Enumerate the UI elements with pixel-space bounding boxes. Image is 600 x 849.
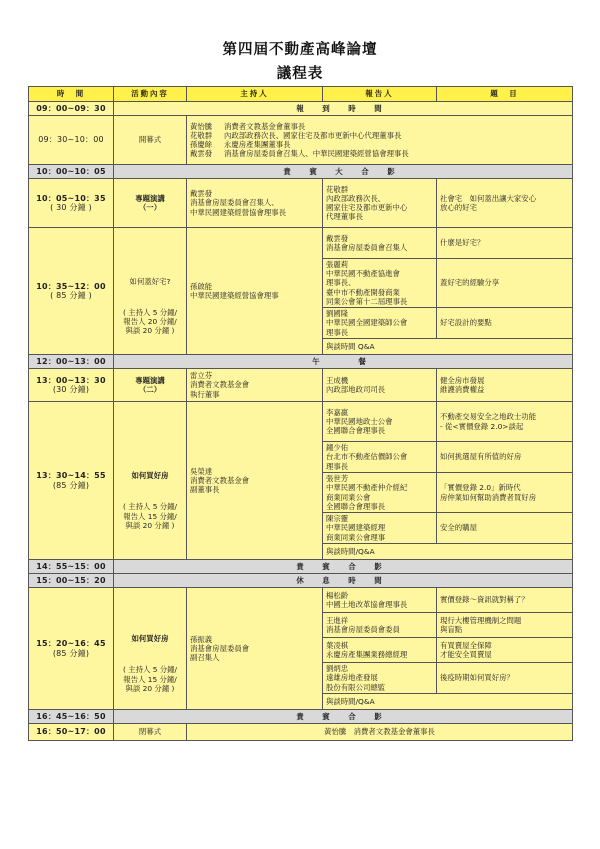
qa-cell: 與談時間/Q&A — [323, 694, 573, 710]
table-row-group-photo — [29, 165, 573, 179]
topic-cell: 有買賣屋全保障 才能安全買賣屋 — [437, 638, 573, 663]
time-cell: 15：20~16：45 (85 分鐘) — [29, 588, 114, 710]
table-row-session-3 — [29, 588, 573, 613]
host-cell: 戴雲發 消基會房屋委員會召集人、 中華民國建築經營協會理事長 — [187, 179, 323, 228]
photo-label: 貴 賓 大 合 影 — [114, 165, 573, 179]
document-title: 第四屆不動產高峰論壇 — [222, 42, 378, 58]
document-subtitle: 議程表 — [276, 66, 324, 82]
host-line: 戴雲發 消基會房屋委員會召集人、中華民國建築經營協會理事長 — [190, 149, 409, 159]
host-line: 孫慶餘 永慶房產集團董事長 — [190, 140, 291, 149]
activity-cell: 如何買好房 ( 主持人 5 分鐘/ 報告人 15 分鐘/ 與談 20 分鐘 ) — [114, 588, 187, 710]
table-row-lunch — [29, 355, 573, 369]
table-row-opening — [29, 116, 573, 165]
photo-label: 貴 賓 合 影 — [114, 560, 573, 574]
time-cell: 16：50~17：00 — [29, 724, 114, 741]
opening-hosts-cell — [187, 116, 573, 165]
time-cell: 10：00~10：05 — [29, 165, 114, 179]
activity-cell: 如何蓋好宅? ( 主持人 5 分鐘/ 報告人 20 分鐘/ 與談 20 分鐘 ) — [114, 228, 187, 355]
table-row-group-photo — [29, 710, 573, 724]
time-cell: 15：00~15：20 — [29, 574, 114, 588]
header-time: 時 間 — [29, 87, 114, 102]
speaker-cell: 李嘉嬴 中華民國地政士公會 全國聯合會理事長 — [323, 402, 437, 442]
registration-label: 報 到 時 間 — [114, 102, 573, 116]
speaker-cell: 劉國隆 中華民國全國建築師公會 理事長 — [323, 308, 437, 339]
table-row-keynote-1 — [29, 179, 573, 228]
agenda-table — [28, 86, 573, 741]
table-row-registration — [29, 102, 573, 116]
time-cell: 12：00~13：00 — [29, 355, 114, 369]
activity-cell: 閉幕式 — [114, 724, 187, 741]
time-cell: 14：55~15：00 — [29, 560, 114, 574]
topic-cell: 不動產交易安全之地政士功能 - 從<實價登錄 2.0>談起 — [437, 402, 573, 442]
header-speaker: 報告人 — [323, 87, 437, 102]
host-cell: 雷立芬 消費者文教基金會 執行董事 — [187, 369, 323, 402]
speaker-cell: 鐘少佑 台北市不動產估價師公會 理事長 — [323, 442, 437, 473]
host-cell: 孫啟能 中華民國建築經營協會理事 — [187, 228, 323, 355]
header-topic: 題 目 — [437, 87, 573, 102]
table-header-row — [29, 87, 573, 102]
speaker-cell: 陳宗靈 中華民國建築經理 商業同業公會理事 — [323, 513, 437, 544]
speaker-cell: 王成機 內政部地政司司長 — [323, 369, 437, 402]
speaker-cell: 葉凌棋 永慶房產集團業務總經理 — [323, 638, 437, 663]
host-line: 花敬群 內政部政務次長、國家住宅及都市更新中心代理董事長 — [190, 130, 402, 140]
topic-cell: 安全的購屋 — [437, 513, 573, 544]
header-activity: 活動內容 — [114, 87, 187, 102]
topic-cell: 蓋好宅的經驗分享 — [437, 259, 573, 308]
time-cell: 10：35~12：00 ( 85 分鐘 ) — [29, 228, 114, 355]
time-cell: 13：30~14：55 (85 分鐘) — [29, 402, 114, 560]
table-row-group-photo — [29, 560, 573, 574]
time-cell: 09：30~10：00 — [29, 116, 114, 165]
activity-cell: 如何買好房 ( 主持人 5 分鐘/ 報告人 15 分鐘/ 與談 20 分鐘 ) — [114, 402, 187, 560]
table-row-session-2 — [29, 402, 573, 442]
activity-cell: 開幕式 — [114, 116, 187, 165]
speaker-cell: 戴雲發 消基會房屋委員會召集人 — [323, 228, 437, 259]
lunch-label: 午 餐 — [114, 355, 573, 369]
speaker-cell: 劉炳忠 遠雄房地產發展 股份有限公司總監 — [323, 663, 437, 694]
speaker-cell: 楊松齡 中國土地改革協會理事長 — [323, 588, 437, 613]
activity-cell: 專題演講 （一） — [114, 179, 187, 228]
topic-cell: 社會宅 如何蓋出讓大家安心 放心的好宅 — [437, 179, 573, 228]
table-row-closing — [29, 724, 573, 741]
topic-cell: 健全房市發展 維護消費權益 — [437, 369, 573, 402]
table-row-break — [29, 574, 573, 588]
closing-host-cell: 黃怡騰 消費者文教基金會董事長 — [187, 724, 573, 741]
topic-cell: 後疫時期如何買好房？ — [437, 663, 573, 694]
time-cell: 13：00~13：30 (30 分鐘) — [29, 369, 114, 402]
topic-cell: 如何挑選屋有所值的好房 — [437, 442, 573, 473]
time-cell: 09：00~09：30 — [29, 102, 114, 116]
topic-cell: 實價登錄～資訊就對稱了？ — [437, 588, 573, 613]
speaker-cell: 張世芳 中華民國不動產仲介經紀 商業同業公會 全國聯合會理事長 — [323, 473, 437, 513]
speaker-cell: 張麗莉 中華民國不動產協進會 理事長、 臺中市不動產開發商業 同業公會第十二屆理事長 — [323, 259, 437, 308]
header-host: 主持人 — [187, 87, 323, 102]
speaker-cell: 花敬群 內政部政務次長、 國家住宅及都市更新中心 代理董事長 — [323, 179, 437, 228]
host-cell: 吳榮達 消費者文教基金會 副董事長 — [187, 402, 323, 560]
activity-cell: 專題演講 （二） — [114, 369, 187, 402]
photo-label: 貴 賓 合 影 — [114, 710, 573, 724]
table-row-session-1 — [29, 228, 573, 259]
host-line: 黃怡騰 消費者文教基金會董事長 — [190, 121, 306, 131]
time-cell: 10：05~10：35 ( 30 分鐘 ) — [29, 179, 114, 228]
time-cell: 16：45~16：50 — [29, 710, 114, 724]
topic-cell: 「實價登錄 2.0」新時代 房仲業如何幫助消費者買好房 — [437, 473, 573, 513]
host-cell: 孫振義 消基會房屋委員會 副召集人 — [187, 588, 323, 710]
topic-cell: 現行大樓管理機制之問題 與盲點 — [437, 613, 573, 638]
table-row-keynote-2 — [29, 369, 573, 402]
qa-cell: 與談時間/Q&A — [323, 544, 573, 560]
qa-cell: 與談時間 Q&A — [323, 339, 573, 355]
topic-cell: 好宅設計的要點 — [437, 308, 573, 339]
topic-cell: 什麼是好宅？ — [437, 228, 573, 259]
speaker-cell: 王進祥 消基會房屋委員會委員 — [323, 613, 437, 638]
break-label: 休 息 時 間 — [114, 574, 573, 588]
